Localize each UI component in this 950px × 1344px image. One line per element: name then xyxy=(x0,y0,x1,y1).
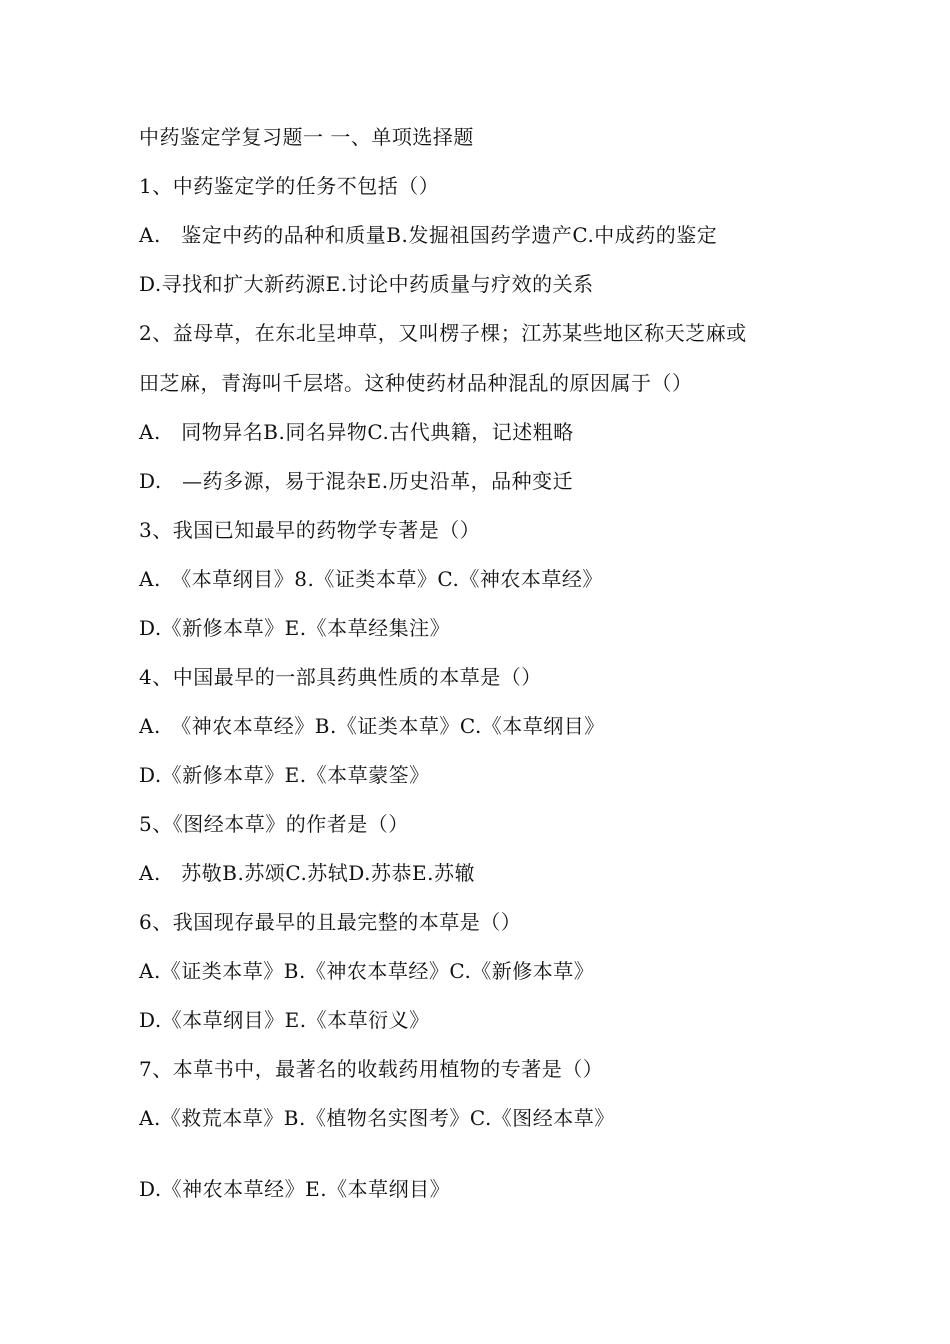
question-1: 1、中药鉴定学的任务不包括（） xyxy=(139,174,440,198)
question-2-options-a: A. 同物异名B.同名异物C.古代典籍，记述粗略 xyxy=(139,420,574,444)
question-5-options: A. 苏敬B.苏颂C.苏轼D.苏恭E.苏辙 xyxy=(139,861,475,885)
question-4-options-a: A. 《神农本草经》B.《证类本草》C.《本草纲目》 xyxy=(139,714,605,738)
question-4-options-d: D.《新修本草》E.《本草蒙筌》 xyxy=(139,763,430,787)
question-3-options-d: D.《新修本草》E.《本草经集注》 xyxy=(139,616,451,640)
question-6-options-a: A.《证类本草》B.《神农本草经》C.《新修本草》 xyxy=(139,959,595,983)
question-7-options-d: D.《神农本草经》E.《本草纲目》 xyxy=(139,1177,451,1201)
question-1-options-a: A. 鉴定中药的品种和质量B.发掘祖国药学遗产C.中成药的鉴定 xyxy=(139,223,718,247)
question-6: 6、我国现存最早的且最完整的本草是（） xyxy=(139,910,522,934)
document-title: 中药鉴定学复习题一 一、单项选择题 xyxy=(139,125,474,149)
question-3-options-a: A. 《本草纲目》8.《证类本草》C.《神农本草经》 xyxy=(139,567,603,591)
question-1-options-d: D.寻找和扩大新药源E.讨论中药质量与疗效的关系 xyxy=(139,272,594,296)
question-3: 3、我国已知最早的药物学专著是（） xyxy=(139,518,481,542)
question-7-options-a: A.《救荒本草》B.《植物名实图考》C.《图经本草》 xyxy=(139,1106,615,1130)
question-2-part-2: 田芝麻，青海叫千层塔。这种使药材品种混乱的原因属于（） xyxy=(139,371,693,395)
question-4: 4、中国最早的一部具药典性质的本草是（） xyxy=(139,665,542,689)
question-2-part-1: 2、益母草，在东北呈坤草，又叫楞子棵；江苏某些地区称天芝麻或 xyxy=(139,321,747,345)
question-2-options-d: D. —药多源，易于混杂E.历史沿革，品种变迁 xyxy=(139,469,574,493)
question-5: 5、《图经本草》的作者是（） xyxy=(139,812,409,836)
question-6-options-d: D.《本草纲目》E.《本草衍义》 xyxy=(139,1008,430,1032)
question-7: 7、本草书中，最著名的收载药用植物的专著是（） xyxy=(139,1057,604,1081)
